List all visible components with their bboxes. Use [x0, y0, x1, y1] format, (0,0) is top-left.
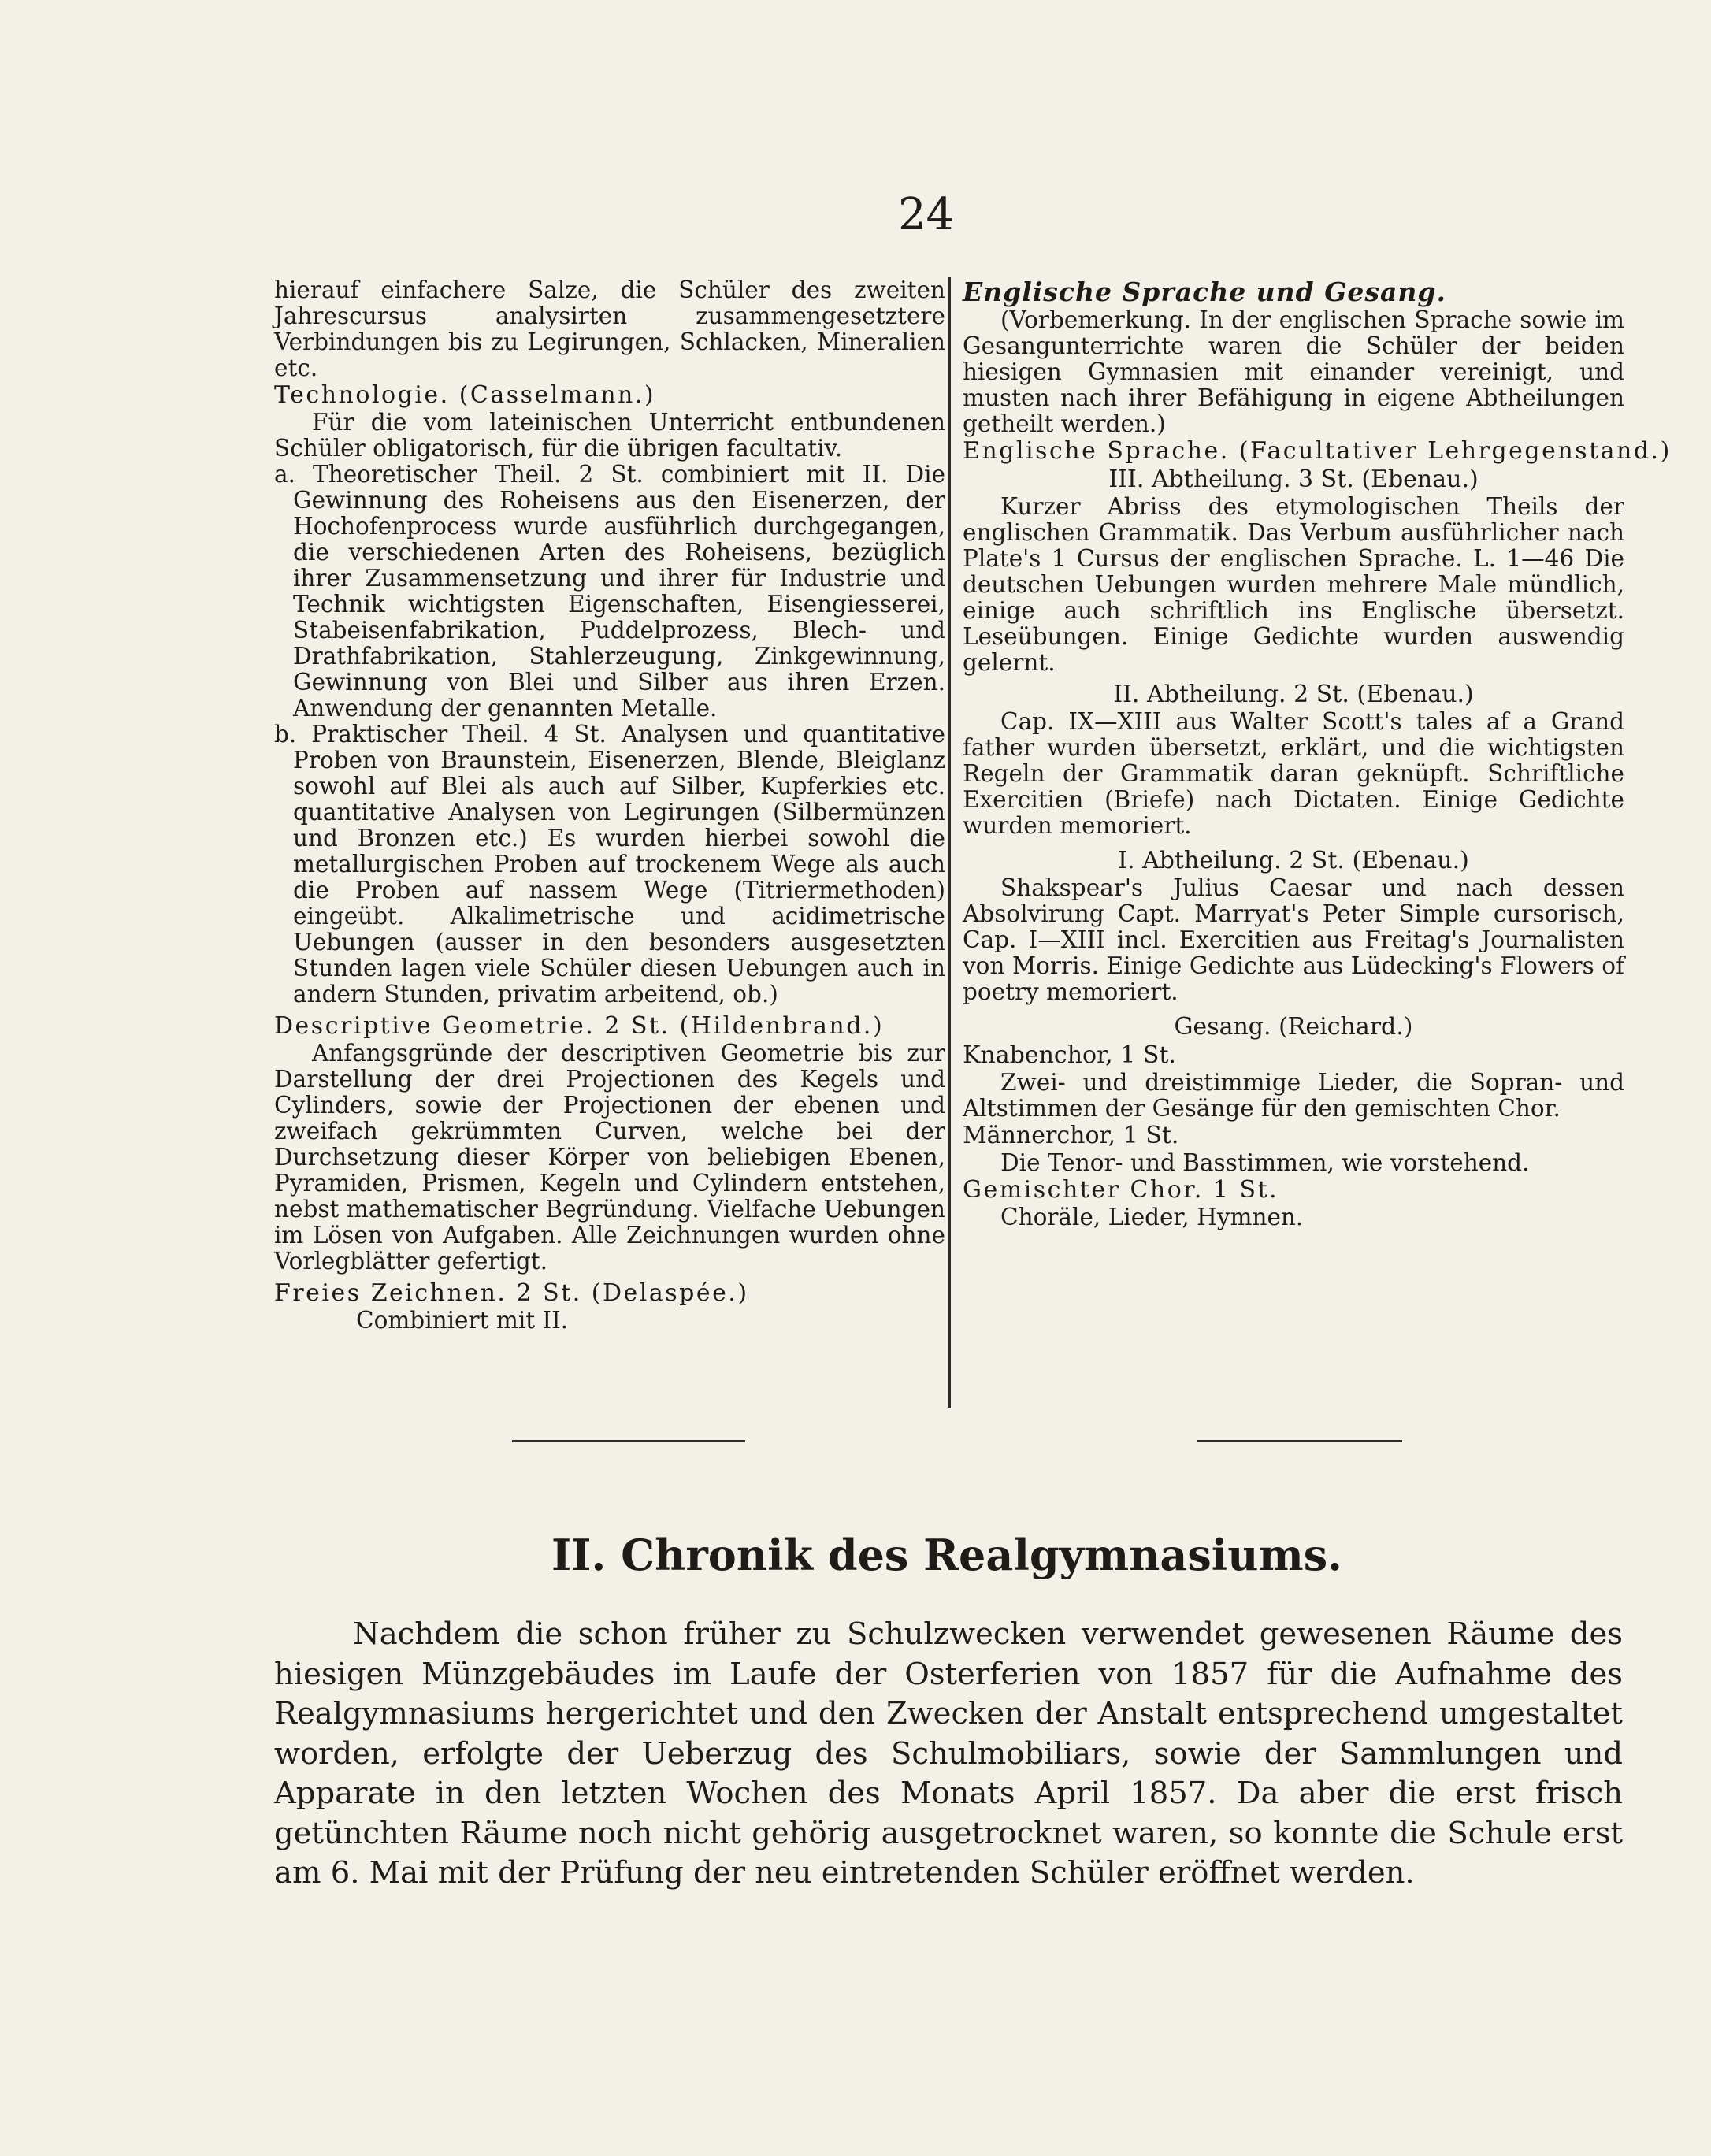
- abtheilung-1-text: Shakspear's Julius Caesar und nach dessen Absolvirung Capt. Marryat's Peter Simple cursorisch, Cap. I—XIII incl. Exercitien aus Freitag's Journalisten von Morris. Einige Gedichte aus Lüdecking's Flowers of poetry memoriert.: [963, 874, 1624, 1005]
- chronik-title: II. Chronik des Realgymnasiums.: [551, 1530, 1342, 1580]
- freies-zeichnen-heading: Freies Zeichnen. 2 St. (Delaspée.): [274, 1279, 749, 1307]
- gemischter-chor-heading: Gemischter Chor. 1 St.: [963, 1176, 1279, 1204]
- abtheilung-3-text: Kurzer Abriss des etymologischen Theils der englischen Grammatik. Das Verbum ausführlicher nach Plate's 1 Cursus der englischen Sprache. L. 1—46 Die deutschen Uebungen wurden mehrere Male mündlich, einige auch schriftlich ins Englische übersetzt. Leseübungen. Einige Gedichte wurden auswendig gelernt.: [963, 493, 1624, 676]
- theoretischer-theil: a. Theoretischer Theil. 2 St. combiniert mit II. Die Gewinnung des Roheisens aus den Eisenerzen, der Hochofenprocess wurde ausführlich durchgegangen, die verschiedenen Arten des Roheisens, bezüglich ihrer Zusammensetzung und ihrer für Industrie und Technik wichtigsten Eigenschaften, Eisengiesserei, Stabeisenfabrikation, Puddelprozess, Blech- und Drathfabrikation, Stahlerzeugung, Zinkgewinnung, Gewinnung von Blei und Silber aus ihren Erzen. Anwendung der genannten Metalle.: [274, 461, 945, 722]
- section-title-englisch-gesang: Englische Sprache und Gesang.: [963, 276, 1446, 307]
- column-divider: [948, 277, 951, 1408]
- knabenchor-text: Zwei- und dreistimmige Lieder, die Sopran- und Altstimmen der Gesänge für den gemischten Chor.: [963, 1069, 1624, 1122]
- knabenchor-heading: Knabenchor, 1 St.: [963, 1041, 1176, 1069]
- chemistry-continuation: hierauf einfachere Salze, die Schüler des zweiten Jahrescursus analysirten zusammengesetztere Verbindungen bis zu Legirungen, Schlacken, Mineralien etc.: [274, 276, 945, 381]
- descriptive-geometrie-text: Anfangsgründe der descriptiven Geometrie bis zur Darstellung der drei Projectionen des Kegels und Cylinders, sowie der Projectionen der ebenen und zweifach gekrümmten Curven, welche bei der Durchsetzung dieser Körper von beliebigen Ebenen, Pyramiden, Prismen, Kegeln und Cylindern entstehen, nebst mathematischer Begründung. Vielfache Uebungen im Lösen von Aufgaben. Alle Zeichnungen wurden ohne Vorlegblätter gefertigt.: [274, 1040, 945, 1275]
- left-section-rule: [512, 1440, 745, 1442]
- abtheilung-2-text: Cap. IX—XIII aus Walter Scott's tales af a Grand father wurden übersetzt, erklärt, und die wichtigsten Regeln der Grammatik daran geknüpft. Schriftliche Exercitien (Briefe) nach Dictaten. Einige Gedichte wurden memoriert.: [963, 708, 1624, 839]
- praktischer-theil: b. Praktischer Theil. 4 St. Analysen und quantitative Proben von Braunstein, Eisenerzen, Blende, Bleiglanz sowohl auf Blei als auch auf Silber, Kupferkies etc. quantitative Analysen von Legirungen (Silbermünzen und Bronzen etc.) Es wurden hierbei sowohl die metallurgischen Proben auf trockenem Wege als auch die Proben auf nassem Wege (Titriermethoden) eingeübt. Alkalimetrische und acidimetrische Uebungen (ausser in den besonders ausgesetzten Stunden lagen viele Schüler diesen Uebungen auch in andern Stunden, privatim arbeitend, ob.): [274, 721, 945, 1007]
- maennerchor-text: Die Tenor- und Basstimmen, wie vorstehend.: [1000, 1149, 1530, 1176]
- maennerchor-heading: Männerchor, 1 St.: [963, 1122, 1179, 1149]
- right-section-rule: [1197, 1440, 1402, 1442]
- abtheilung-2-heading: II. Abtheilung. 2 St. (Ebenau.): [1113, 681, 1474, 708]
- gesang-heading: Gesang. (Reichard.): [1174, 1013, 1413, 1041]
- left-column: [274, 277, 945, 1423]
- technologie-heading: Technologie. (Casselmann.): [274, 381, 656, 409]
- gemischter-chor-text: Choräle, Lieder, Hymnen.: [1000, 1204, 1304, 1230]
- abtheilung-3-heading: III. Abtheilung. 3 St. (Ebenau.): [1108, 466, 1479, 493]
- chronik-text: Nachdem die schon früher zu Schulzwecken verwendet gewesenen Räume des hiesigen Münzgebäudes im Laufe der Osterferien von 1857 für die Aufnahme des Realgymnasiums hergerichtet und den Zwecken der Anstalt entsprechend umgestaltet worden, erfolgte der Ueberzug des Schulmobiliars, sowie der Sammlungen und Apparate in den letzten Wochen des Monats April 1857. Da aber die erst frisch getünchten Räume noch nicht gehörig ausgetrocknet waren, so konnte die Schule erst am 6. Mai mit der Prüfung der neu eintretenden Schüler eröffnet werden.: [274, 1616, 1623, 1891]
- technologie-note: Für die vom lateinischen Unterricht entbundenen Schüler obligatorisch, für die übrigen facultativ.: [274, 409, 945, 462]
- vorbemerkung: (Vorbemerkung. In der englischen Sprache sowie im Gesangunterrichte waren die Schüler der beiden hiesigen Gymnasien mit einander vereinigt, und musten nach ihrer Befähigung in eigene Abtheilungen getheilt werden.): [963, 306, 1624, 437]
- abtheilung-1-heading: I. Abtheilung. 2 St. (Ebenau.): [1118, 847, 1469, 874]
- right-column: [963, 276, 1672, 1423]
- englisch-heading: Englische Sprache. (Facultativer Lehrgegenstand.): [963, 437, 1672, 465]
- freies-zeichnen-note: Combiniert mit II.: [356, 1307, 569, 1334]
- descriptive-geometrie-heading: Descriptive Geometrie. 2 St. (Hildenbrand.): [274, 1012, 885, 1040]
- page-number: 24: [898, 189, 955, 240]
